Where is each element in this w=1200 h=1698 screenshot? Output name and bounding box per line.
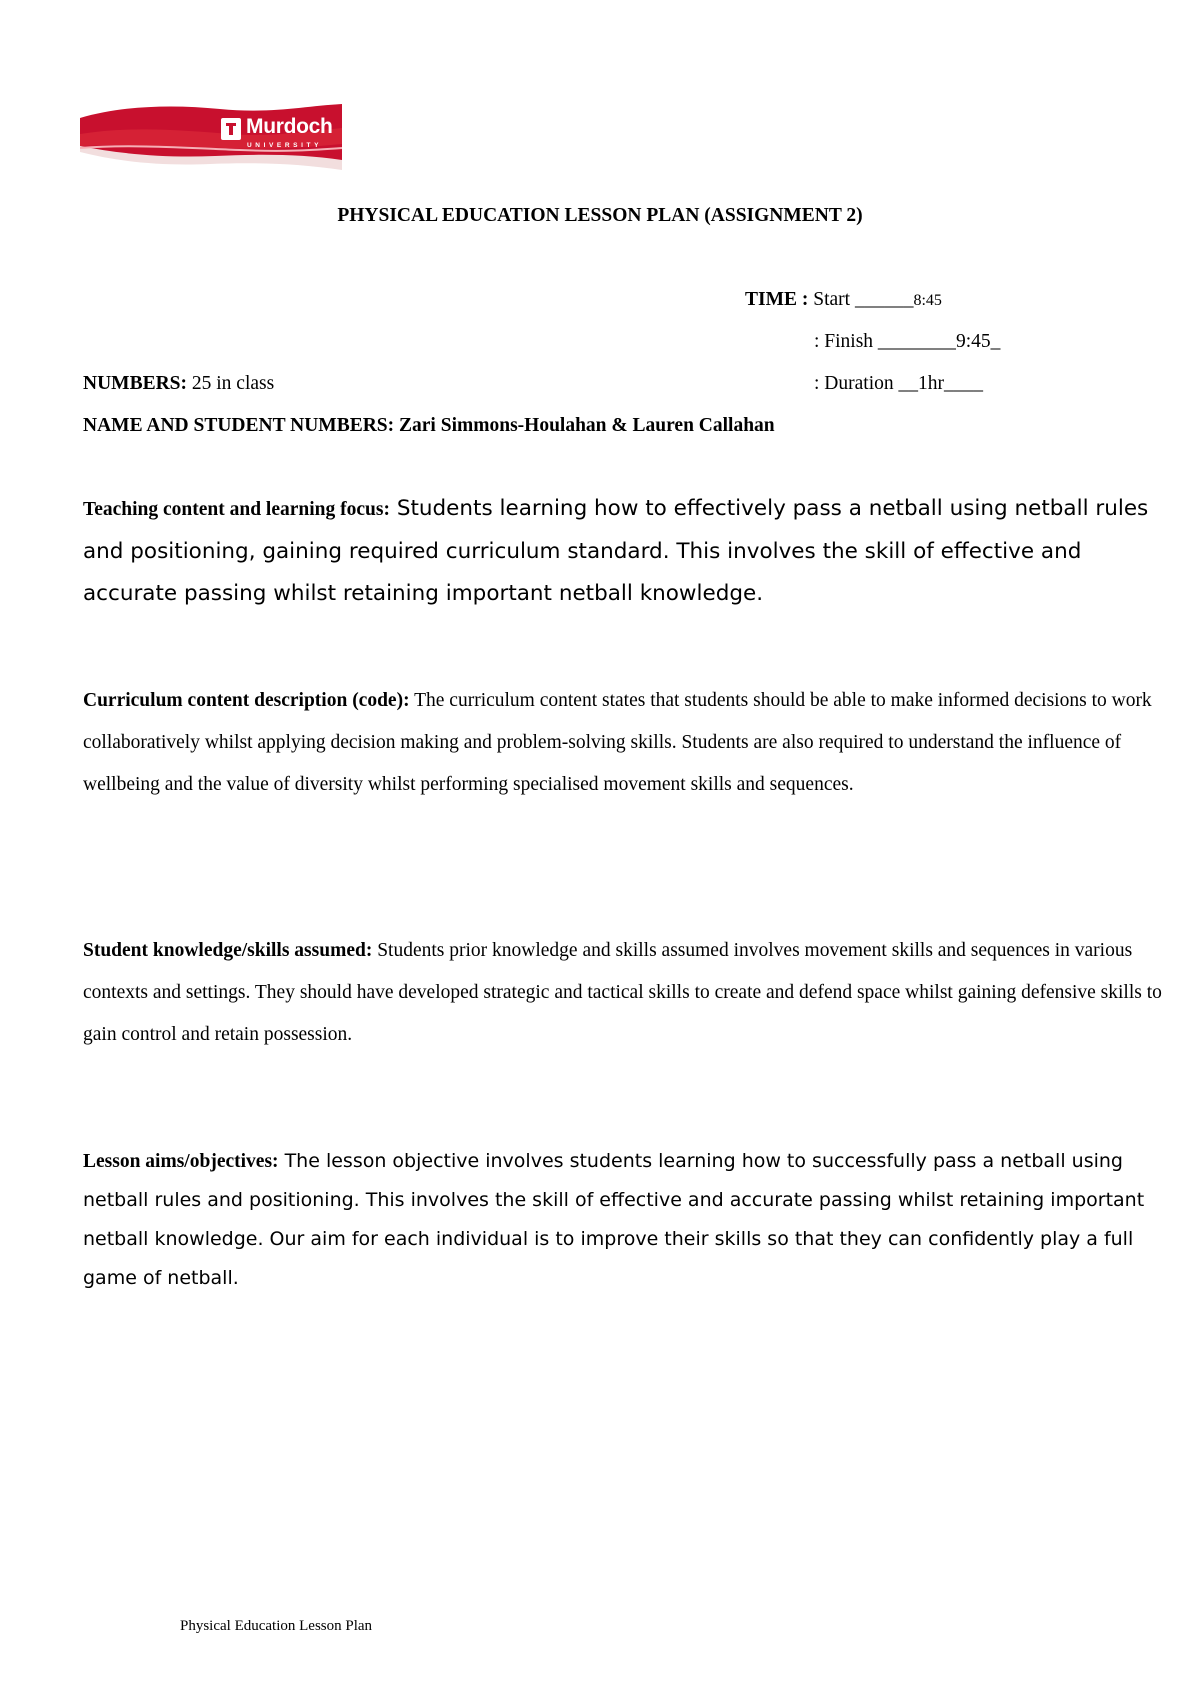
finish-label: : Finish ________ [814,331,956,352]
duration-label: : Duration __ [814,373,918,394]
teaching-content-label: Teaching content and learning focus: [83,499,390,520]
aims-label: Lesson aims/objectives: [83,1151,279,1172]
aims-section [83,1142,1163,1298]
logo-subtitle: UNIVERSITY [247,142,323,149]
knowledge-section [83,930,1163,1056]
numbers-label: NUMBERS: [83,373,188,394]
finish-value: 9:45_ [955,331,1001,352]
numbers-value: 25 in class [191,373,275,394]
teaching-content-text: Students learning how to effectively pass a netball using netball rules and positioning, gaining required curriculum standard. This involves the skill of effective and accurate passing whilst retaining important netball knowledge. [83,496,1149,606]
teaching-content-section [83,488,1163,615]
curriculum-text: The curriculum content states that students should be able to make informed decisions to work collaboratively whilst applying decision making and problem-solving skills. Students are also required to understand the influence of wellbeing and the value of diversity whilst performing specialised movement skills and sequences. [83,690,1152,795]
aims-text: The lesson objective involves students learning how to successfully pass a netball using netball rules and positioning. This involves the skill of effective and accurate passing whilst retaining important netball knowledge. Our aim for each individual is to improve their skills so that they can confidently play a full game of netball. [83,1150,1145,1289]
time-finish-row [814,331,1000,353]
names-row [83,415,775,437]
knowledge-text: Students prior knowledge and skills assumed involves movement skills and sequences in various contexts and settings. They should have developed strategic and tactical skills to create and defend space whilst gaining defensive skills to gain control and retain possession. [83,940,1162,1045]
murdoch-university-logo [80,104,342,170]
time-label: TIME : [745,289,809,310]
numbers-row [83,373,274,395]
page-footer: Physical Education Lesson Plan [180,1618,373,1634]
time-start-row [745,289,942,311]
start-label: Start ______ [813,289,914,310]
curriculum-section [83,680,1163,806]
logo-wordmark: Murdoch [246,115,333,138]
crest-icon [221,118,241,140]
start-value: 8:45 [913,292,942,309]
curriculum-label: Curriculum content description (code): [83,690,410,711]
names-value: Zari Simmons-Houlahan & Lauren Callahan [399,415,775,436]
duration-value: 1hr____ [917,373,983,394]
document-title: PHYSICAL EDUCATION LESSON PLAN (ASSIGNMENT 2) [337,205,863,226]
knowledge-label: Student knowledge/skills assumed: [83,940,373,961]
time-duration-row [814,373,983,395]
names-label: NAME AND STUDENT NUMBERS: [83,415,395,436]
